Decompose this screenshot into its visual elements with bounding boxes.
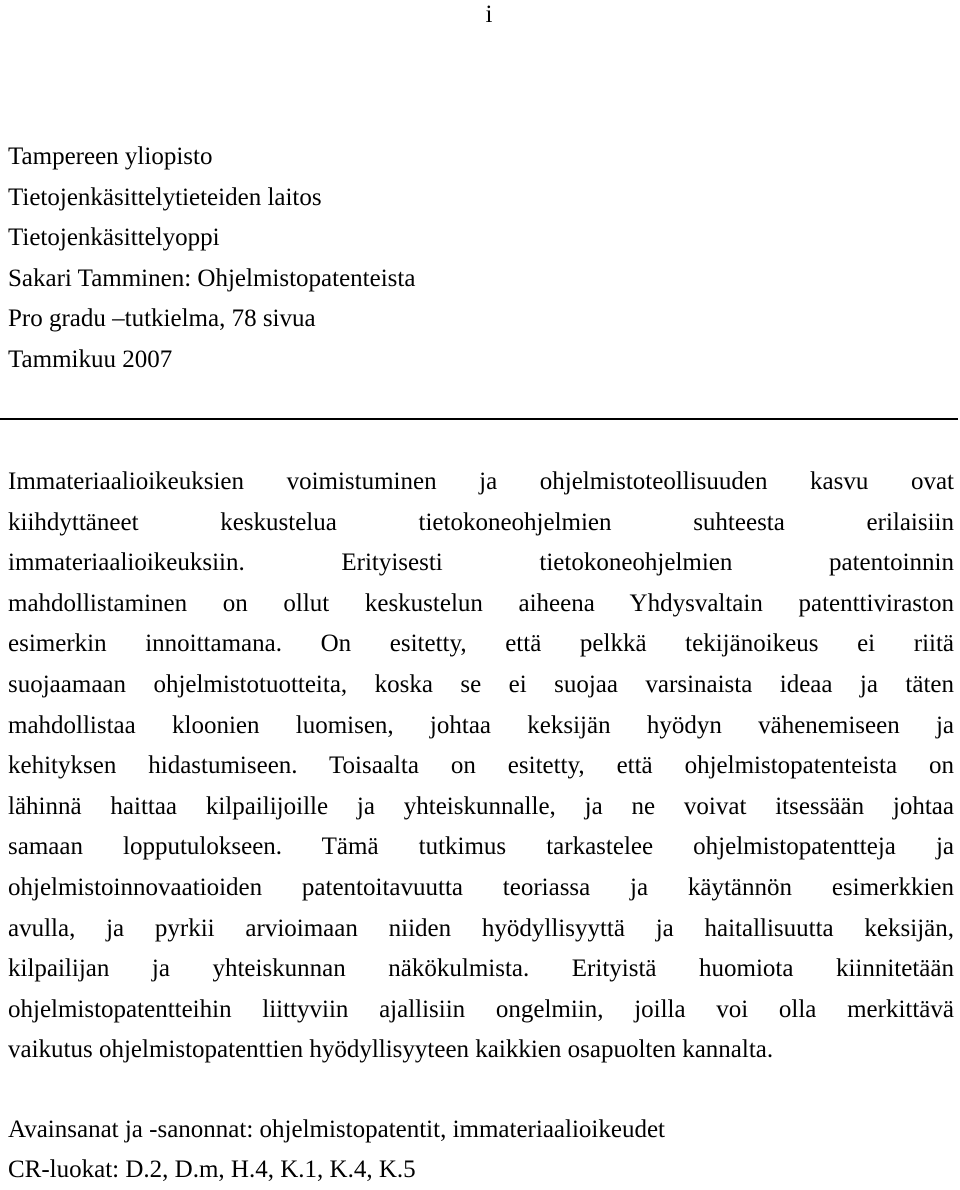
abstract-line: samaan lopputulokseen. Tämä tutkimus tarkastelee ohjelmistopatentteja ja (8, 833, 954, 861)
thesis-date: Tammikuu 2007 (8, 345, 173, 373)
abstract-line: mahdollistaminen on ollut keskustelun aiheena Yhdysvaltain patenttiviraston (8, 589, 954, 617)
abstract-line: kilpailijan ja yhteiskunnan näkökulmista. Erityistä huomiota kiinnitetään (8, 955, 954, 983)
keywords-line: Avainsanat ja -sanonnat: ohjelmistopatentit, immateriaalioikeudet (8, 1116, 665, 1143)
abstract-line: ohjelmistopatentteihin liittyviin ajallisiin ongelmiin, joilla voi olla merkittävä (8, 995, 954, 1023)
cr-classes-line: CR-luokat: D.2, D.m, H.4, K.1, K.4, K.5 (8, 1156, 416, 1183)
thesis-info: Pro gradu –tutkielma, 78 sivua (8, 305, 316, 332)
abstract-line: kehityksen hidastumiseen. Toisaalta on esitetty, että ohjelmistopatenteista on (8, 752, 954, 780)
keywords-block (8, 1110, 665, 1190)
abstract-line: suojaamaan ohjelmistotuotteita, koska se ei suojaa varsinaista ideaa ja täten (8, 670, 954, 698)
page-number: i (485, 1, 493, 28)
thesis-header (8, 137, 415, 380)
author-title: Sakari Tamminen: Ohjelmistopatenteista (8, 264, 416, 292)
abstract-line: immateriaalioikeuksiin. Erityisesti tietokoneohjelmien patentoinnin (8, 549, 954, 577)
university-name: Tampereen yliopisto (8, 143, 213, 170)
abstract-line: kiihdyttäneet keskustelua tietokoneohjelmien suhteesta erilaisiin (8, 508, 954, 536)
abstract-line: avulla, ja pyrkii arvioimaan niiden hyödyllisyyttä ja haitallisuutta keksijän, (8, 914, 954, 942)
abstract-line: esimerkin innoittamana. On esitetty, että pelkkä tekijänoikeus ei riitä (8, 630, 954, 658)
abstract-line: mahdollistaa kloonien luomisen, johtaa keksijän hyödyn vähenemiseen ja (8, 711, 954, 739)
abstract-paragraph (8, 462, 954, 1071)
abstract-line: lähinnä haittaa kilpailijoille ja yhteiskunnalle, ja ne voivat itsessään johtaa (8, 792, 954, 820)
horizontal-divider (0, 418, 958, 420)
subject-name: Tietojenkäsittelyoppi (8, 224, 220, 251)
abstract-line: ohjelmistoinnovaatioiden patentoitavuutta teoriassa ja käytännön esimerkkien (8, 873, 954, 901)
department-name: Tietojenkäsittelytieteiden laitos (8, 183, 322, 211)
abstract-line: Immateriaalioikeuksien voimistuminen ja ohjelmistoteollisuuden kasvu ovat (8, 468, 954, 495)
abstract-line: vaikutus ohjelmistopatenttien hyödyllisyyteen kaikkien osapuolten kannalta. (8, 1036, 774, 1064)
